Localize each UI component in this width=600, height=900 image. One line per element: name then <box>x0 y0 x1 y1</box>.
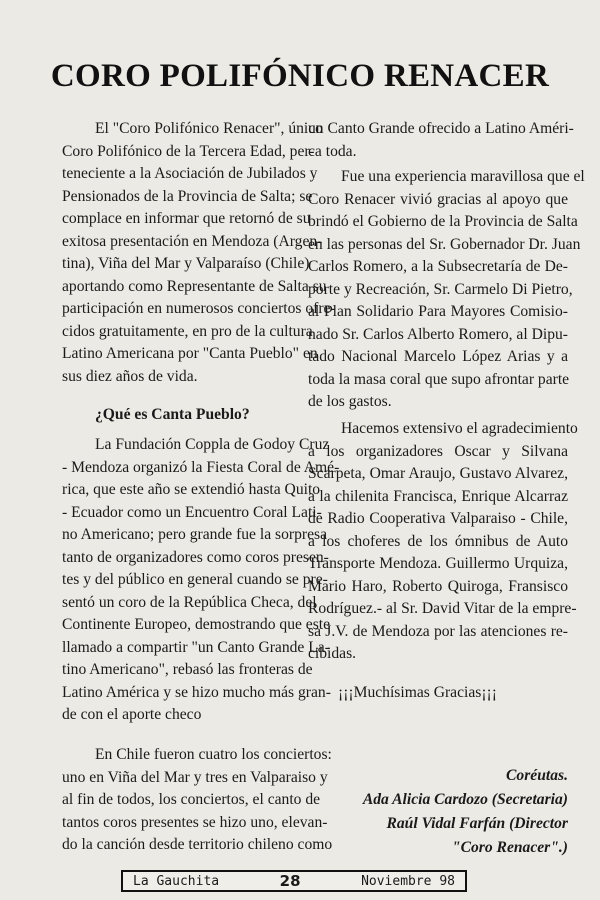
text-line: Mario Haro, Roberto Quiroga, Fransisco <box>308 577 568 595</box>
text-line: Latino América y se hizo mucho más gran- <box>62 683 331 701</box>
text-line: En Chile fueron cuatro los conciertos: <box>95 746 332 763</box>
page-footer <box>121 870 467 892</box>
text-line: Rodríguez.- al Sr. David Vitar de la empre- <box>308 600 577 617</box>
text-line: La Fundación Coppla de Godoy Cruz <box>95 436 330 453</box>
text-line: tado Nacional Marcelo López Arias y a <box>308 348 568 365</box>
right-paragraph-2 <box>308 166 585 414</box>
text-line: sus diez años de vida. <box>62 367 198 385</box>
text-line: de Radio Cooperativa Valparaiso - Chile, <box>308 510 568 527</box>
text-line: a los organizadores Oscar y Silvana <box>308 442 568 460</box>
section-heading: ¿Qué es Canta Pueblo? <box>95 406 250 423</box>
text-line: complace en informar que retornó de su <box>62 210 311 227</box>
text-line: al Plan Solidario Para Mayores Comisio- <box>308 303 568 320</box>
text-line: porte y Recreación, Sr. Carmelo Di Pietro, <box>308 280 573 298</box>
text-line: - Ecuador como un Encuentro Coral Lati- <box>62 503 322 521</box>
text-line: de con el aporte checo <box>62 706 202 723</box>
publication-name: La Gauchita <box>133 873 220 889</box>
signature-line: "Coro Renacer".) <box>451 839 568 856</box>
left-paragraph-3 <box>62 744 333 857</box>
text-line: Pensionados de la Provincia de Salta; se <box>62 187 313 205</box>
issue-date: Noviembre 98 <box>361 873 455 889</box>
signature-line: Coréutas. <box>506 767 568 784</box>
text-line: tantos coros presentes se hizo uno, elevan- <box>62 813 328 831</box>
article-title: CORO POLIFÓNICO RENACER <box>50 58 550 94</box>
signature-line: Ada Alicia Cardozo (Secretaria) <box>362 791 568 808</box>
text-line: sentó un coro de la República Checa, del <box>62 593 317 611</box>
right-paragraph-3 <box>308 418 578 666</box>
text-line: Transporte Mendoza. Guillermo Urquiza, <box>308 555 568 572</box>
text-line: al fin de todos, los conciertos, el canto de <box>62 791 321 808</box>
thanks-line: ¡¡¡Muchísimas Gracias¡¡¡ <box>338 684 497 701</box>
text-line: Hacemos extensivo el agradecimiento <box>341 420 578 437</box>
text-line: a los choferes de los ómnibus de Auto <box>308 532 568 550</box>
text-line: El "Coro Polifónico Renacer", único <box>95 120 323 137</box>
text-line: tina), Viña del Mar y Valparaíso (Chile) <box>62 255 310 272</box>
text-line: Scarpeta, Omar Araujo, Gustavo Alvarez, <box>308 465 568 482</box>
text-line: llamado a compartir "un Canto Grande La- <box>62 638 330 656</box>
text-line: no Americano; pero grande fue la sorpresa <box>62 526 327 543</box>
text-line: cibidas. <box>308 645 357 662</box>
text-line: Continente Europeo, demostrando que este <box>62 616 331 633</box>
text-line: Coro Renacer vivió gracias al apoyo que <box>308 190 568 208</box>
right-paragraph-1 <box>308 118 574 163</box>
text-line: tanto de organizadores como coros presen- <box>62 548 329 566</box>
page-number: 28 <box>279 872 301 890</box>
text-line: exitosa presentación en Mendoza (Argen- <box>62 232 323 250</box>
text-line: un Canto Grande ofrecido a Latino Améri- <box>308 120 574 137</box>
text-line: brindó el Gobierno de la Provincia de Salta <box>308 213 578 230</box>
text-line: sa J.V. de Mendoza por las atenciones re- <box>308 622 568 640</box>
text-line: nado Sr. Carlos Alberto Romero, al Dipu- <box>308 325 568 343</box>
text-line: Latino Americana por "Canta Pueblo" en <box>62 345 318 362</box>
text-line: participación en numerosos conciertos ofre- <box>62 300 336 317</box>
text-line: Coro Polifónico de la Tercera Edad, per- <box>62 142 315 160</box>
text-line: toda la masa coral que supo afrontar parte <box>308 370 570 388</box>
signature-block <box>363 764 568 860</box>
text-line: - Mendoza organizó la Fiesta Coral de Amé- <box>62 458 340 476</box>
text-line: a la chilenita Francisca, Enrique Alcarraz <box>308 487 568 505</box>
text-line: de los gastos. <box>308 393 392 410</box>
text-line: uno en Viña del Mar y tres en Valparaiso y <box>62 768 328 786</box>
text-line: cidos gratuitamente, en pro de la cultura <box>62 322 313 340</box>
text-line: Carlos Romero, a la Subsecretaría de De- <box>308 258 568 275</box>
text-line: en las personas del Sr. Gobernador Dr. Juan <box>308 235 581 253</box>
text-line: ca toda. <box>308 142 357 160</box>
text-line: do la canción desde territorio chileno como <box>62 836 333 853</box>
text-line: rica, que este año se extendió hasta Quito <box>62 481 321 498</box>
text-line: Fue una experiencia maravillosa que el <box>341 168 585 185</box>
text-line: aportando como Representante de Salta su <box>62 277 327 295</box>
signature-line: Raúl Vidal Farfán (Director <box>386 815 568 832</box>
text-line: tino Americano", rebasó las fronteras de <box>62 661 313 678</box>
text-line: tes y del público en general cuando se pre- <box>62 571 328 588</box>
text-line: teneciente a la Asociación de Jubilados y <box>62 165 318 182</box>
